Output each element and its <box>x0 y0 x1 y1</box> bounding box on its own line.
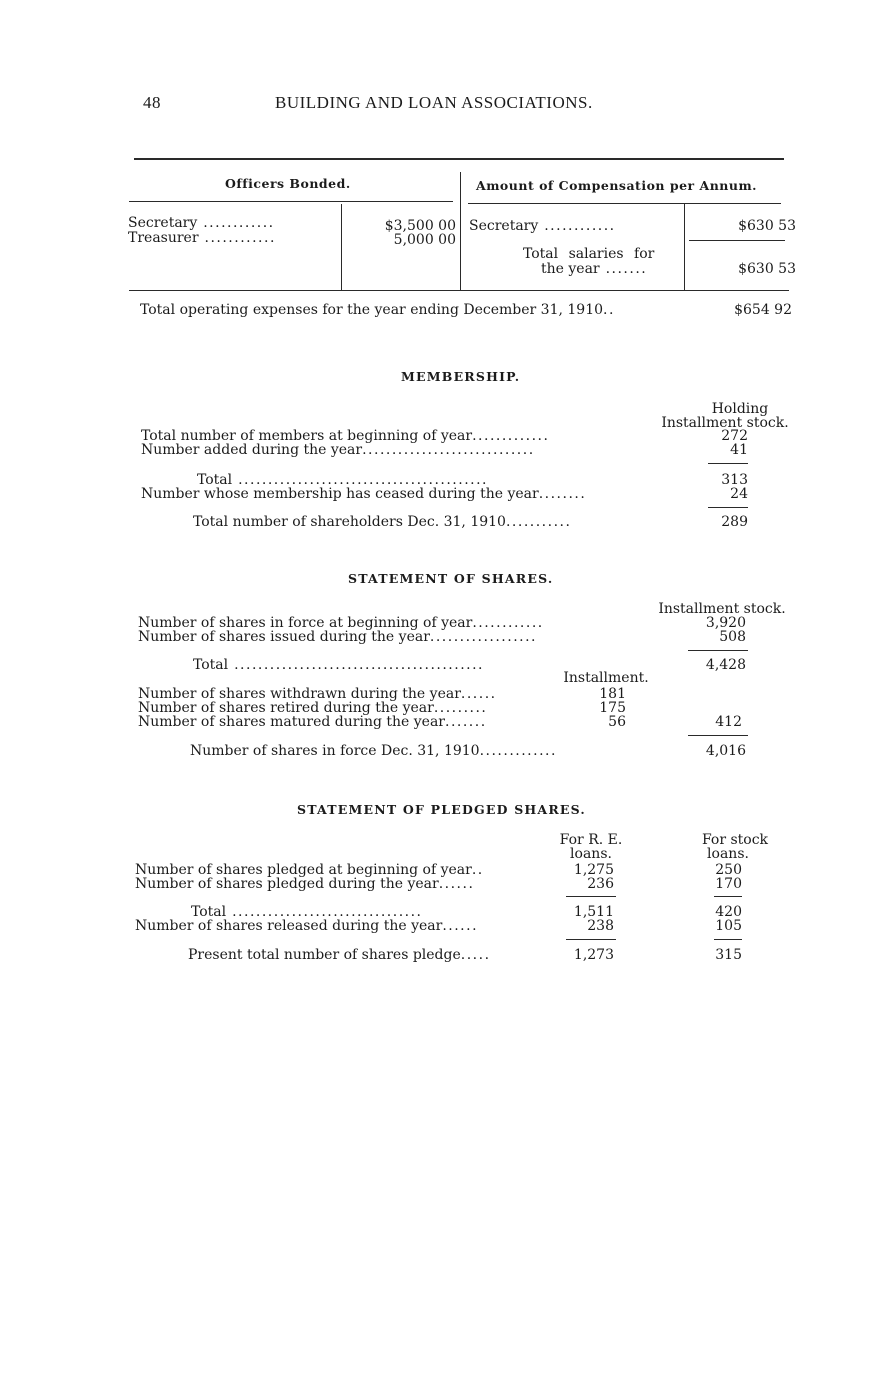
pledged-col1-header-2: loans. <box>570 846 612 862</box>
shares-value-total: 4,428 <box>705 657 746 673</box>
pledged-col2-header-2: loans. <box>707 846 749 862</box>
shares-row-retired: Number of shares retired during the year......... <box>138 700 488 716</box>
shares-sub-matured: 56 <box>608 714 626 730</box>
pledged-stock-final: 315 <box>715 947 742 963</box>
shares-sub-withdrawn: 181 <box>599 686 626 702</box>
pledged-stock-begin: 250 <box>715 862 742 878</box>
shares-row-total: Total .......................................... <box>193 657 484 673</box>
shares-value-issued: 508 <box>719 629 746 645</box>
operating-expenses-label: Total operating expenses for the year ending December 31, 1910.. <box>140 302 615 318</box>
shares-row-issued: Number of shares issued during the year.................. <box>138 629 538 645</box>
membership-value-begin: 272 <box>721 428 748 444</box>
pledged-re-begin: 1,275 <box>573 862 614 878</box>
shares-row-final: Number of shares in force Dec. 31, 1910............. <box>190 743 557 759</box>
running-title: BUILDING AND LOAN ASSOCIATIONS. <box>275 93 593 112</box>
membership-value-final: 289 <box>721 514 748 530</box>
pledged-re-final: 1,273 <box>573 947 614 963</box>
pledged-title: STATEMENT OF PLEDGED SHARES. <box>297 802 586 817</box>
comp-secretary-label: Secretary ............ <box>469 218 616 234</box>
membership-value-total: 313 <box>721 472 748 488</box>
shares-col-header: Installment stock. <box>658 601 786 617</box>
pledged-stock-total: 420 <box>715 904 742 920</box>
membership-col-header-2: Installment stock. <box>661 415 789 431</box>
shares-row-matured: Number of shares matured during the year....... <box>138 714 487 730</box>
officers-bonded-heading: Officers Bonded. <box>225 176 351 191</box>
pledged-stock-during: 170 <box>715 876 742 892</box>
bonded-secretary-amount: $3,500 00 <box>384 218 456 234</box>
membership-row-begin: Total number of members at beginning of year............. <box>141 428 550 444</box>
pledged-stock-released: 105 <box>715 918 742 934</box>
comp-secretary-amount: $630 53 <box>738 218 796 234</box>
pledged-row-during: Number of shares pledged during the year...... <box>135 876 475 892</box>
membership-row-added: Number added during the year............................. <box>141 442 535 458</box>
membership-col-header-1: Holding <box>711 401 769 417</box>
shares-value-matured: 412 <box>715 714 742 730</box>
page-number: 48 <box>143 93 161 112</box>
shares-sub-header: Installment. <box>563 670 649 686</box>
shares-value-begin: 3,920 <box>705 615 746 631</box>
operating-expenses-amount: $654 92 <box>734 302 792 318</box>
membership-row-total: Total .......................................... <box>197 472 488 488</box>
shares-row-begin: Number of shares in force at beginning of year............ <box>138 615 544 631</box>
shares-value-final: 4,016 <box>705 743 746 759</box>
pledged-row-final: Present total number of shares pledge..... <box>188 947 491 963</box>
shares-sub-retired: 175 <box>599 700 626 716</box>
bonded-treasurer-amount: 5,000 00 <box>393 232 456 248</box>
pledged-row-begin: Number of shares pledged at beginning of year.. <box>135 862 484 878</box>
pledged-re-released: 238 <box>587 918 614 934</box>
shares-title: STATEMENT OF SHARES. <box>348 571 554 586</box>
comp-total-label-1: Total salaries for <box>523 246 655 262</box>
pledged-row-released: Number of shares released during the year...... <box>135 918 479 934</box>
pledged-re-during: 236 <box>587 876 614 892</box>
comp-total-amount: $630 53 <box>738 261 796 277</box>
shares-row-withdrawn: Number of shares withdrawn during the year...... <box>138 686 497 702</box>
membership-title: MEMBERSHIP. <box>401 369 521 384</box>
pledged-col1-header-1: For R. E. <box>559 832 623 848</box>
comp-total-label-2: the year ....... <box>541 261 648 277</box>
membership-row-ceased: Number whose membership has ceased during the year........ <box>141 486 587 502</box>
pledged-re-total: 1,511 <box>573 904 614 920</box>
bonded-treasurer-label: Treasurer ............ <box>128 230 276 246</box>
pledged-row-total: Total ................................ <box>191 904 423 920</box>
membership-row-final: Total number of shareholders Dec. 31, 1910........... <box>193 514 572 530</box>
membership-value-ceased: 24 <box>730 486 748 502</box>
pledged-col2-header-1: For stock <box>701 832 769 848</box>
bonded-secretary-label: Secretary ............ <box>128 215 275 231</box>
compensation-heading: Amount of Compensation per Annum. <box>476 178 758 193</box>
membership-value-added: 41 <box>730 442 748 458</box>
